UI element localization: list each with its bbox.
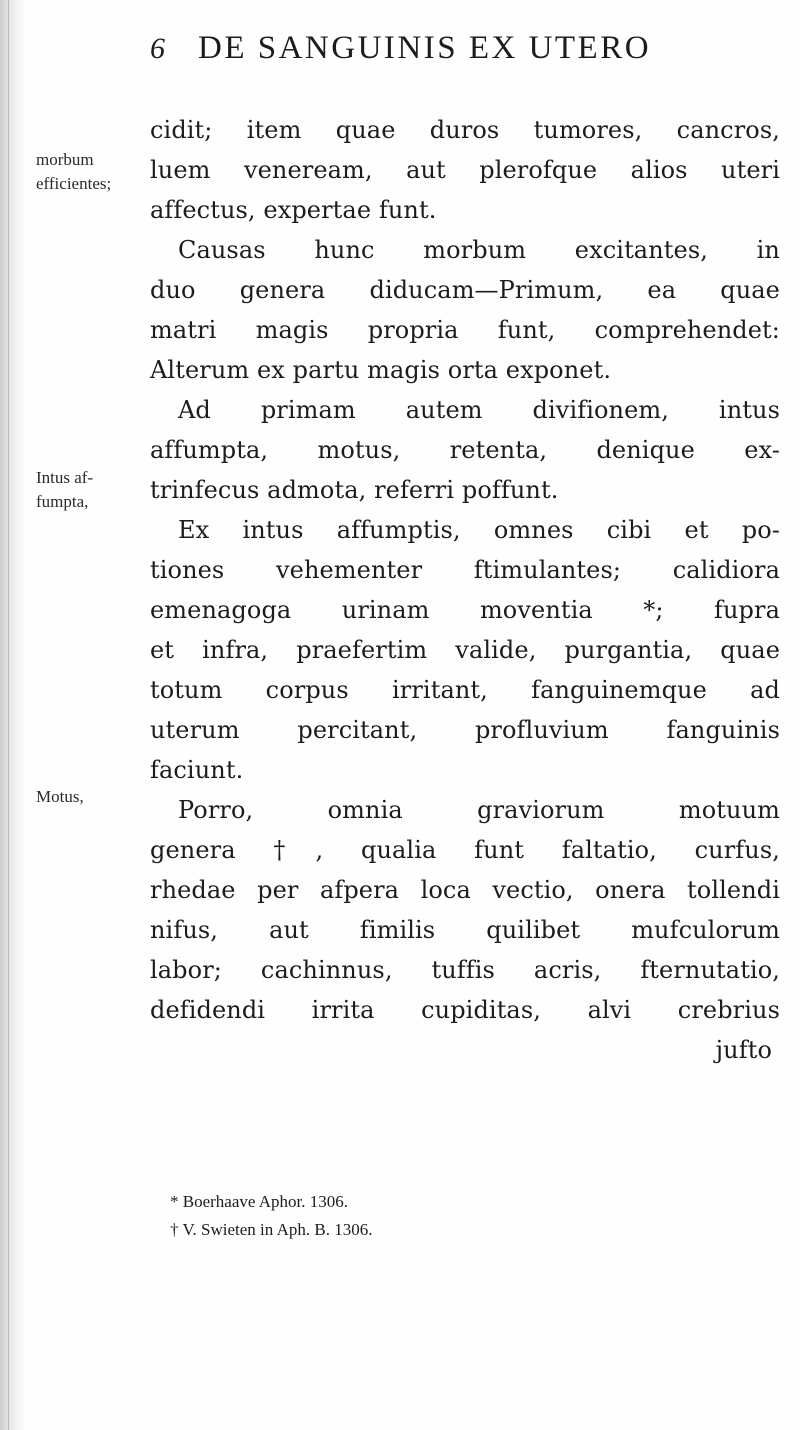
text-line: Ex intus affumptis, omnes cibi et po- <box>178 516 780 544</box>
text-line: labor; cachinnus, tuffis acris, fternutatio, <box>150 956 780 984</box>
margin-note-motus: Motus, <box>36 787 84 806</box>
text-line: Alterum ex partu magis orta exponet. <box>150 356 612 384</box>
text-line: Causas hunc morbum excitantes, in <box>178 236 780 264</box>
text-line: Ad primam autem divifionem, intus <box>178 396 780 424</box>
text-line: trinfecus admota, referri poffunt. <box>150 476 559 504</box>
margin-note-morbum: morbum efficientes; <box>36 150 112 193</box>
gutter-edge-line <box>8 0 9 1430</box>
text-line: cidit; item quae duros tumores, cancros, <box>150 116 780 144</box>
text-line: defidendi irrita cupiditas, alvi crebrius <box>150 996 780 1024</box>
page-header <box>0 30 800 70</box>
text-line: totum corpus irritant, fanguinemque ad <box>150 676 780 704</box>
text-line: genera †, qualia funt faltatio, curfus, <box>150 836 780 864</box>
text-line: uterum percitant, profluvium fanguinis <box>150 716 780 744</box>
text-line: et infra, praefertim valide, purgantia, quae <box>150 636 780 664</box>
text-line: faciunt. <box>150 756 244 784</box>
text-line: duo genera diducam—Primum, ea quae <box>150 276 780 304</box>
text-line: Porro, omnia graviorum motuum <box>178 796 780 824</box>
page-number: 6 <box>150 32 165 65</box>
margin-note-intus: Intus af- fumpta, <box>36 468 94 511</box>
text-line: affectus, expertae funt. <box>150 196 437 224</box>
text-line: nifus, aut fimilis quilibet mufculorum <box>150 916 780 944</box>
text-line: luem veneream, aut plerofque alios uteri <box>150 156 780 184</box>
running-title: DE SANGUINIS EX UTERO <box>198 30 652 66</box>
text-line: rhedae per afpera loca vectio, onera tollendi <box>150 876 780 904</box>
footnote-boerhaave: * Boerhaave Aphor. 1306. <box>170 1192 348 1211</box>
binding-gutter <box>0 0 26 1430</box>
text-line: tiones vehementer ftimulantes; calidiora <box>150 556 780 584</box>
catchword: jufto <box>715 1036 772 1064</box>
text-line: affumpta, motus, retenta, denique ex- <box>150 436 780 464</box>
text-line: matri magis propria funt, comprehendet: <box>150 316 780 344</box>
body-text <box>150 110 780 1070</box>
text-line: emenagoga urinam moventia *; fupra <box>150 596 780 624</box>
footnotes <box>170 1188 690 1244</box>
footnote-swieten: † V. Swieten in Aph. B. 1306. <box>170 1220 373 1239</box>
